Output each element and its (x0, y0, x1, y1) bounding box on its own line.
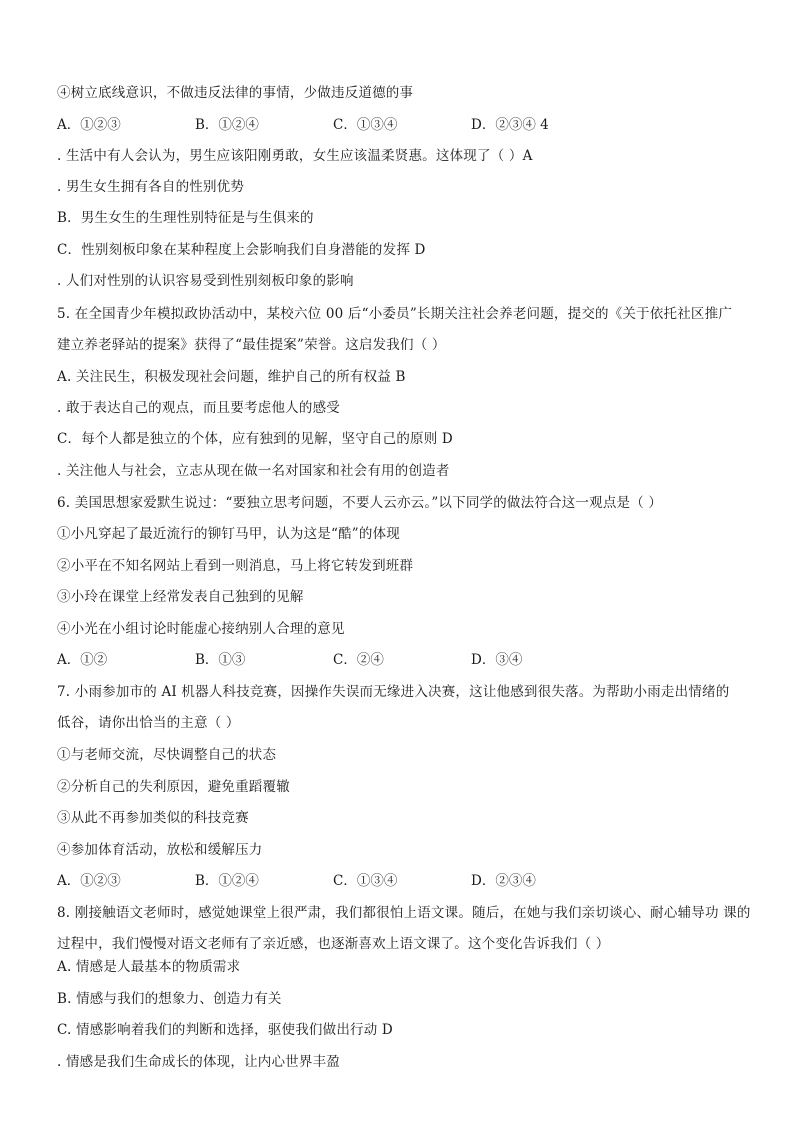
question-4-option-d: . 人们对性别的认识容易受到性别刻板印象的影响 (57, 273, 354, 289)
question-5-stem-line-1: 5. 在全国青少年模拟政协活动中，某校六位 00 后“小委员”长期关注社会养老问题，提交的《关于依托社区推广 (57, 306, 733, 322)
question-7-statement-3: ③从此不再参加类似的科技竞赛 (57, 810, 249, 826)
question-7-statement-4: ④参加体育活动，放松和缓解压力 (57, 842, 263, 858)
question-6-statement-2: ②小平在不知名网站上看到一则消息，马上将它转发到班群 (57, 558, 414, 574)
question-5-option-c: C．每个人都是独立的个体，应有独到的见解，坚守自己的原则 D (57, 431, 453, 447)
question-7-statement-1: ①与老师交流，尽快调整自己的状态 (57, 747, 277, 763)
question-5-option-d: . 关注他人与社会，立志从现在做一名对国家和社会有用的创造者 (57, 463, 450, 479)
option-c: C．②④ (333, 652, 384, 668)
option-d: D．③④ (471, 652, 523, 668)
option-c: C．①③④ (333, 873, 398, 889)
question-5-option-b: . 敢于表达自己的观点，而且要考虑他人的感受 (57, 400, 340, 416)
question-8-option-c: C. 情感影响着我们的判断和选择，驱使我们做出行动 D (57, 1022, 393, 1038)
question-6-stem: 6. 美国思想家爱默生说过：“要独立思考问题，不要人云亦云。”以下同学的做法符合这一观点是（ ） (57, 495, 663, 511)
question-6-statement-3: ③小玲在课堂上经常发表自己独到的见解 (57, 589, 304, 605)
question-4-option-a: . 男生女生拥有各自的性别优势 (57, 179, 245, 195)
question-8-stem-line-2: 过程中，我们慢慢对语文老师有了亲近感，也逐渐喜欢上语文课了。这个变化告诉我们（ ） (57, 936, 610, 952)
question-8-option-b: B. 情感与我们的想象力、创造力有关 (57, 991, 282, 1007)
option-c: C．①③④ (333, 117, 398, 133)
option-b: B．①③ (195, 652, 246, 668)
option-b: B．①②④ (195, 117, 259, 133)
statement-4: ④树立底线意识，不做违反法律的事情，少做违反道德的事 (57, 85, 414, 101)
question-7-statement-2: ②分析自己的失利原因，避免重蹈覆辙 (57, 779, 290, 795)
option-d: D．②③④ (471, 873, 536, 889)
question-8-stem-line-1: 8. 刚接触语文老师时，感觉她课堂上很严肃，我们都很怕上语文课。随后，在她与我们亲切谈心、耐心辅导功 课的 (57, 905, 751, 921)
option-b: B．①②④ (195, 873, 259, 889)
question-4-option-c: C．性别刻板印象在某种程度上会影响我们自身潜能的发挥 D (57, 242, 426, 258)
option-a: A．①② (57, 652, 108, 668)
question-5-option-a: A. 关注民生，积极发现社会问题，维护自己的所有权益 B (57, 369, 406, 385)
option-a: A．①②③ (57, 873, 121, 889)
option-a: A．①②③ (57, 117, 121, 133)
question-6-statement-1: ①小凡穿起了最近流行的铆钉马甲，认为这是“酷”的体现 (57, 526, 401, 542)
question-8-option-a: A. 情感是人最基本的物质需求 (57, 959, 241, 975)
question-4-option-b: B．男生女生的生理性别特征是与生俱来的 (57, 210, 314, 226)
question-4-stem: . 生活中有人会认为，男生应该阳刚勇敢，女生应该温柔贤惠。这体现了（ ）A (57, 148, 533, 164)
question-8-option-d: . 情感是我们生命成长的体现，让内心世界丰盈 (57, 1054, 340, 1070)
question-7-stem-line-2: 低谷，请你出恰当的主意（ ） (57, 715, 240, 731)
option-d: D．②③④ 4 (471, 117, 549, 133)
question-5-stem-line-2: 建立养老驿站的提案》获得了“最佳提案”荣誉。这启发我们（ ） (57, 337, 446, 353)
question-7-stem-line-1: 7. 小雨参加市的 AI 机器人科技竞赛，因操作失误而无缘进入决赛，这让他感到很失落。为帮助小雨走出情绪的 (57, 684, 730, 700)
question-6-statement-4: ④小光在小组讨论时能虚心接纳别人合理的意见 (57, 621, 345, 637)
